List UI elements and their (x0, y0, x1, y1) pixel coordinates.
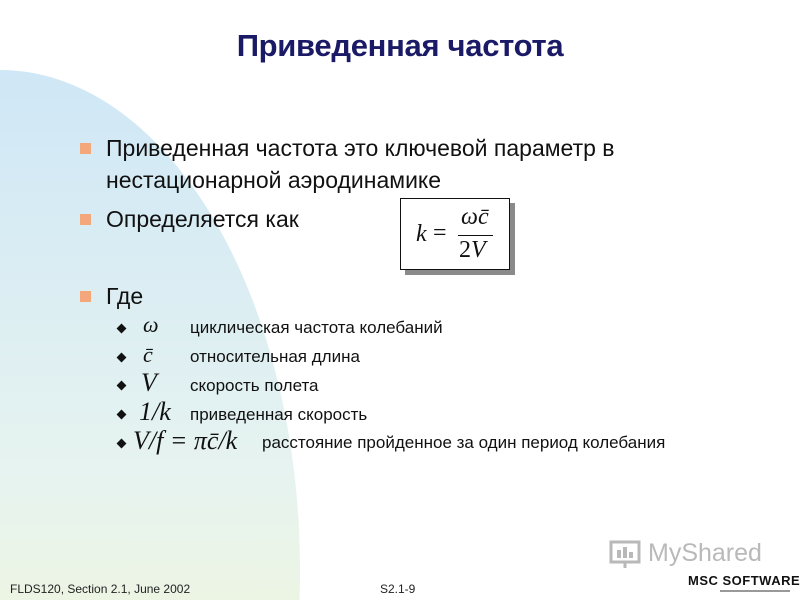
where-item-text: относительная длина (190, 347, 360, 366)
where-item-text: расстояние пройденное за один период колебания (262, 433, 666, 452)
logo-underline (720, 590, 790, 592)
bullet-2-text: Определяется как (106, 206, 299, 232)
bullet-1-line-1: Приведенная частота это ключевой параметр в (106, 135, 615, 161)
bullet-marker (80, 143, 91, 154)
symbol-inverse-k: 1/k (139, 397, 171, 426)
symbol-omega: ω (143, 312, 159, 337)
footer-page-number: S2.1-9 (380, 582, 416, 596)
bullet-3-text: Где (106, 283, 144, 309)
myshared-watermark (608, 538, 768, 568)
symbol-velocity: V (141, 368, 157, 397)
formula-box (400, 198, 510, 270)
footer-course-info: FLDS120, Section 2.1, June 2002 (10, 582, 191, 596)
where-item-text: циклическая частота колебаний (190, 318, 443, 337)
symbol-chord: c̄ (143, 342, 153, 367)
formula-denominator: 2V (459, 237, 486, 263)
bullet-marker (80, 291, 91, 302)
where-item-text: приведенная скорость (190, 405, 368, 424)
logo-text: MSC SOFTWARE (688, 573, 800, 588)
where-item-text: скорость полета (190, 376, 319, 395)
formula-lhs: k (416, 221, 427, 247)
reduced-frequency-formula (401, 199, 509, 269)
bullet-1-line-2: нестационарной аэродинамике (106, 167, 442, 193)
formula-numerator: ωc̄ (461, 204, 489, 230)
presentation-icon (608, 538, 644, 568)
fraction-bar (458, 235, 493, 236)
watermark-text: MyShared (648, 539, 762, 567)
msc-software-logo (688, 570, 800, 598)
bullet-marker (80, 214, 91, 225)
formula-equals: = (433, 220, 447, 246)
symbol-wavelength-formula: V/f = πc̄/k (133, 426, 238, 455)
slide-title: Приведенная частота (236, 28, 564, 63)
